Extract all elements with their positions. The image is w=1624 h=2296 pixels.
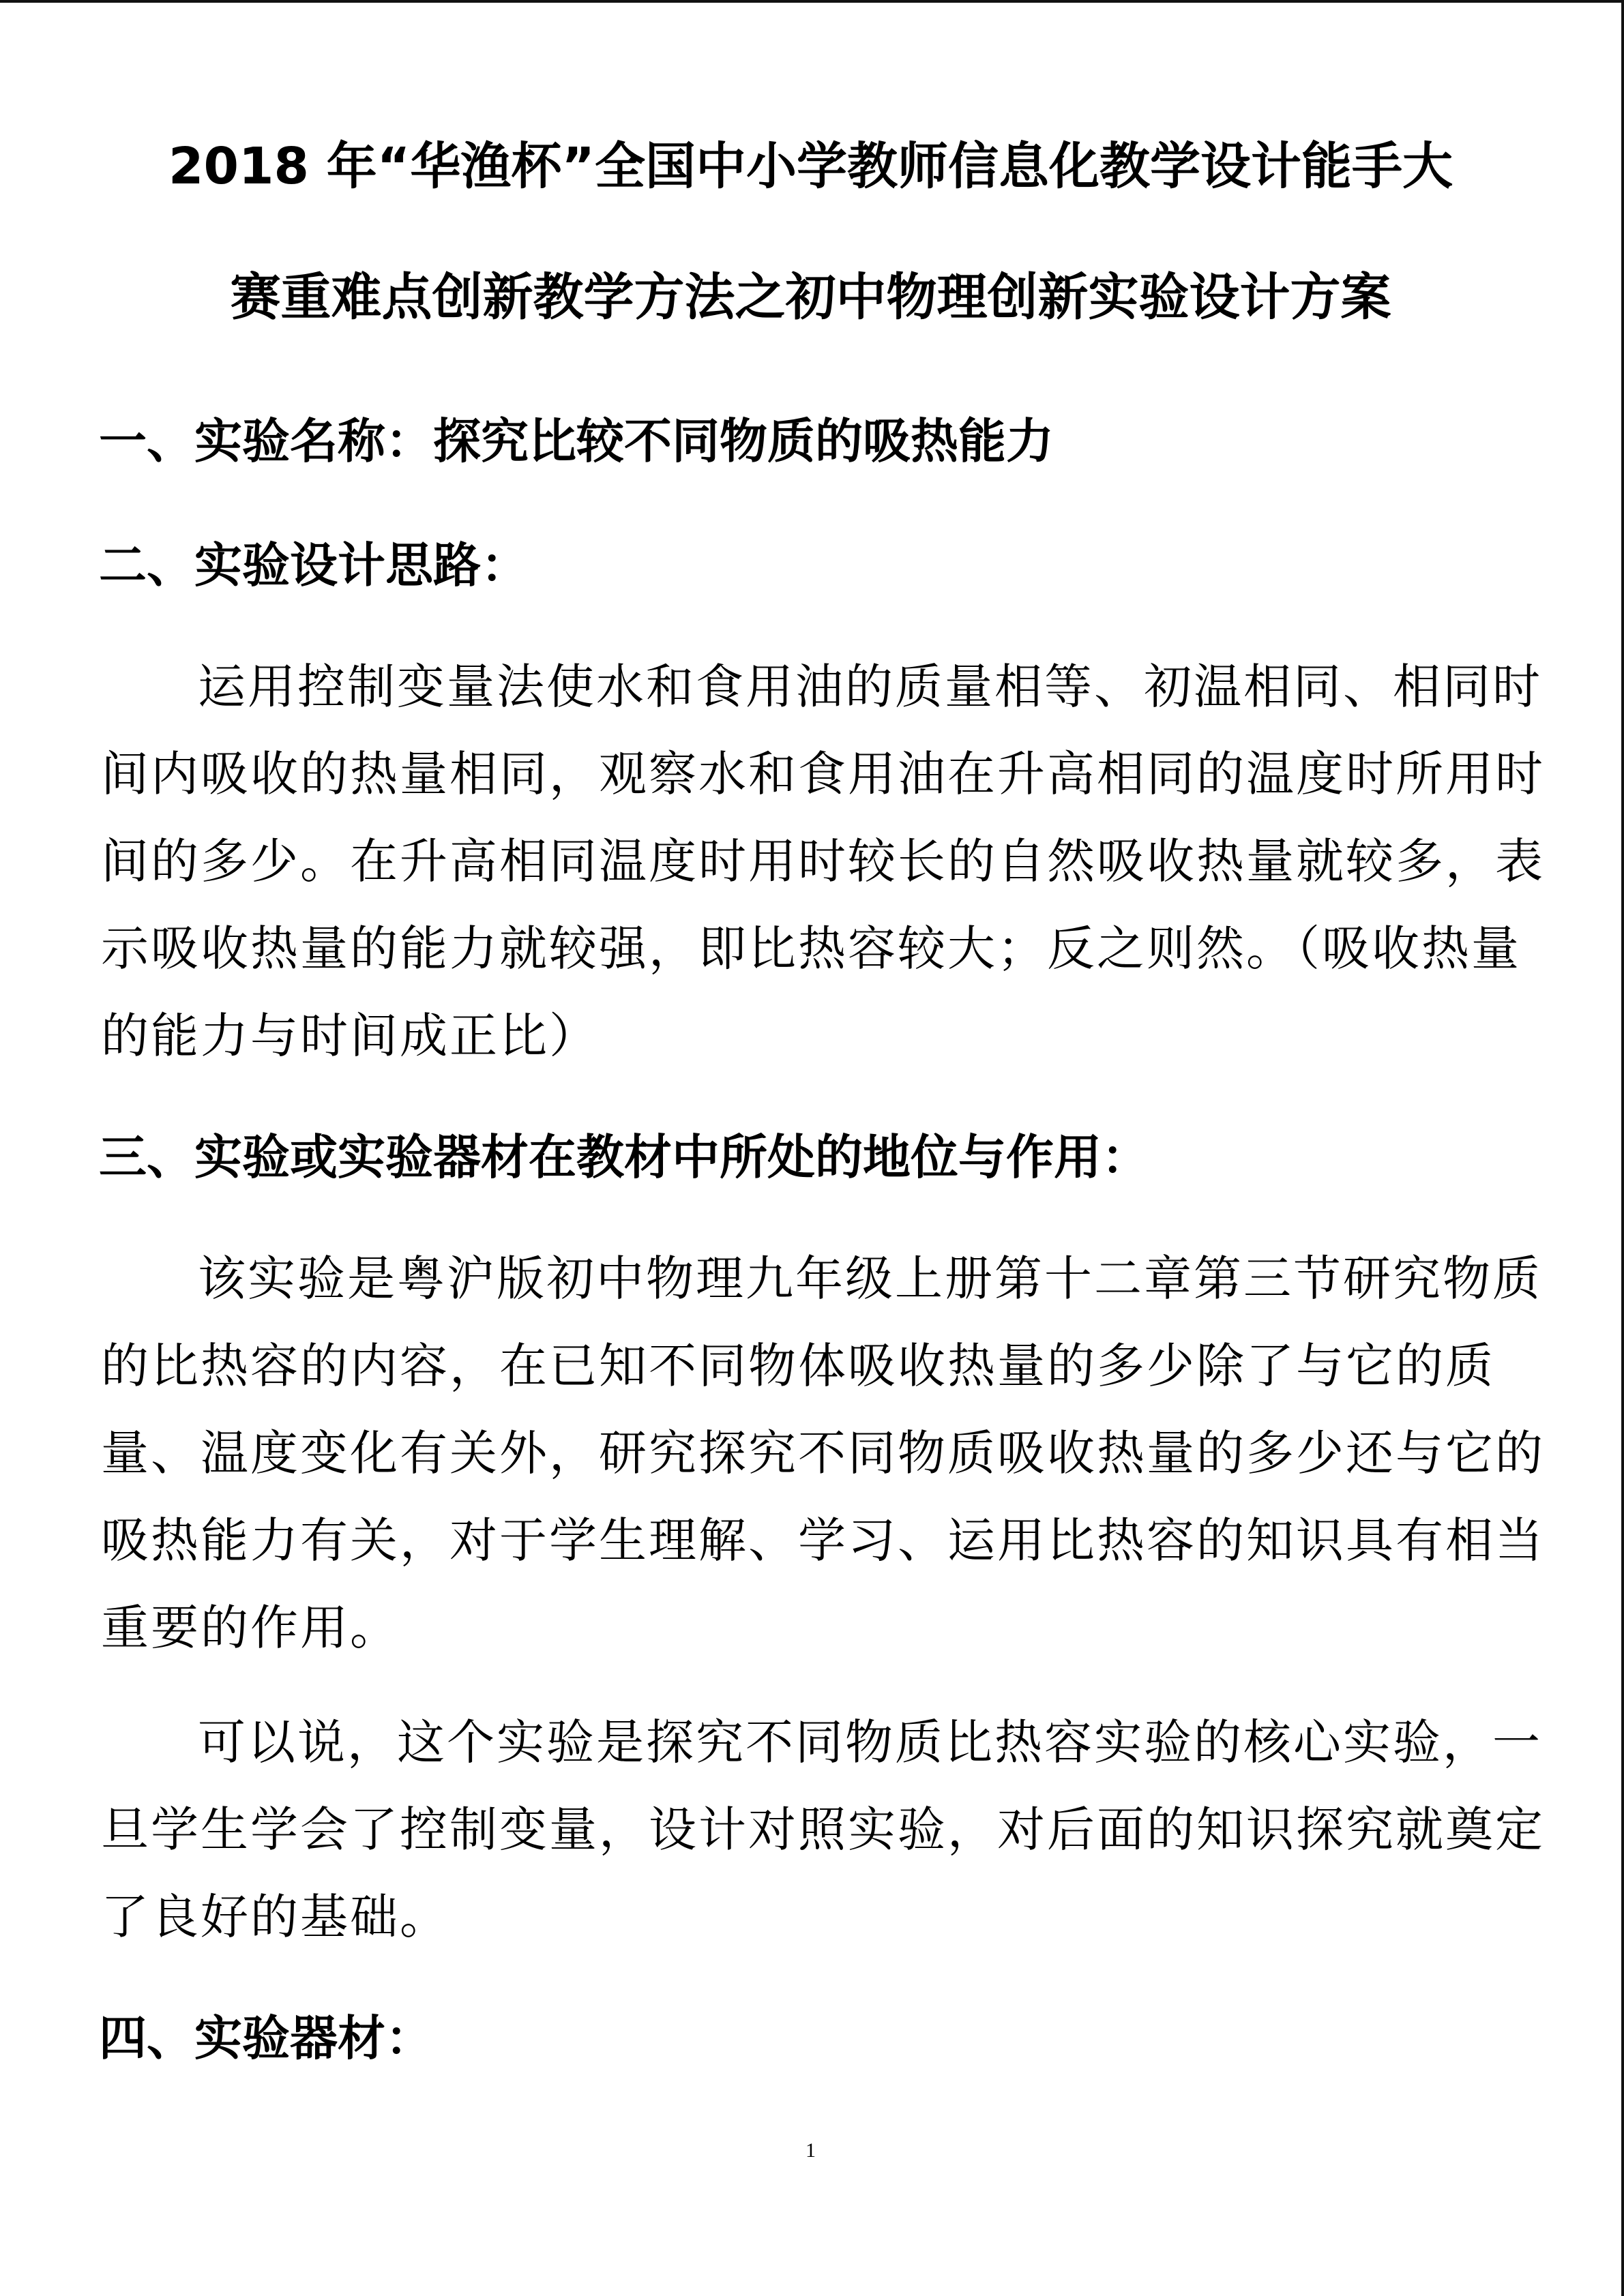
- paragraph-line: 重要的作用。: [101, 1600, 400, 1656]
- paragraph-line: 该实验是粤沪版初中物理九年级上册第十二章第三节研究物质: [198, 1251, 1542, 1307]
- paragraph-line: 示吸收热量的能力就较强，即比热容较大；反之则然。（吸收热量: [101, 921, 1521, 976]
- paragraph-line: 吸热能力有关，对于学生理解、学习、运用比热容的知识具有相当: [101, 1512, 1545, 1568]
- section-heading-design-idea: 二、实验设计思路：: [99, 537, 529, 593]
- section-heading-experiment-name: 一、实验名称：探究比较不同物质的吸热能力: [99, 413, 1054, 469]
- paragraph-line: 间内吸收的热量相同，观察水和食用油在升高相同的温度时所用时: [101, 746, 1545, 802]
- section-heading-equipment: 四、实验器材：: [99, 2010, 433, 2066]
- paragraph-line: 可以说，这个实验是探究不同物质比热容实验的核心实验，一: [198, 1714, 1542, 1770]
- page-number: 1: [806, 2139, 816, 2162]
- section-heading-role-in-textbook: 三、实验或实验器材在教材中所处的地位与作用：: [99, 1129, 1149, 1185]
- paragraph-line: 的能力与时间成正比）: [101, 1008, 599, 1064]
- document-title-line-2: 赛重难点创新教学方法之初中物理创新实验设计方案: [230, 268, 1391, 327]
- paragraph-line: 了良好的基础。: [101, 1889, 449, 1945]
- paragraph-line: 运用控制变量法使水和食用油的质量相等、初温相同、相同时: [198, 659, 1542, 715]
- paragraph-line: 的比热容的内容，在已知不同物体吸收热量的多少除了与它的质: [101, 1338, 1495, 1394]
- paragraph-line: 间的多少。在升高相同温度时用时较长的自然吸收热量就较多，表: [101, 833, 1545, 889]
- paragraph-line: 旦学生学会了控制变量，设计对照实验，对后面的知识探究就奠定: [101, 1802, 1545, 1858]
- document-title-line-1: 2018 年“华渔杯”全国中小学教师信息化教学设计能手大: [168, 137, 1453, 196]
- paragraph-line: 量、温度变化有关外，研究探究不同物质吸收热量的多少还与它的: [101, 1425, 1545, 1481]
